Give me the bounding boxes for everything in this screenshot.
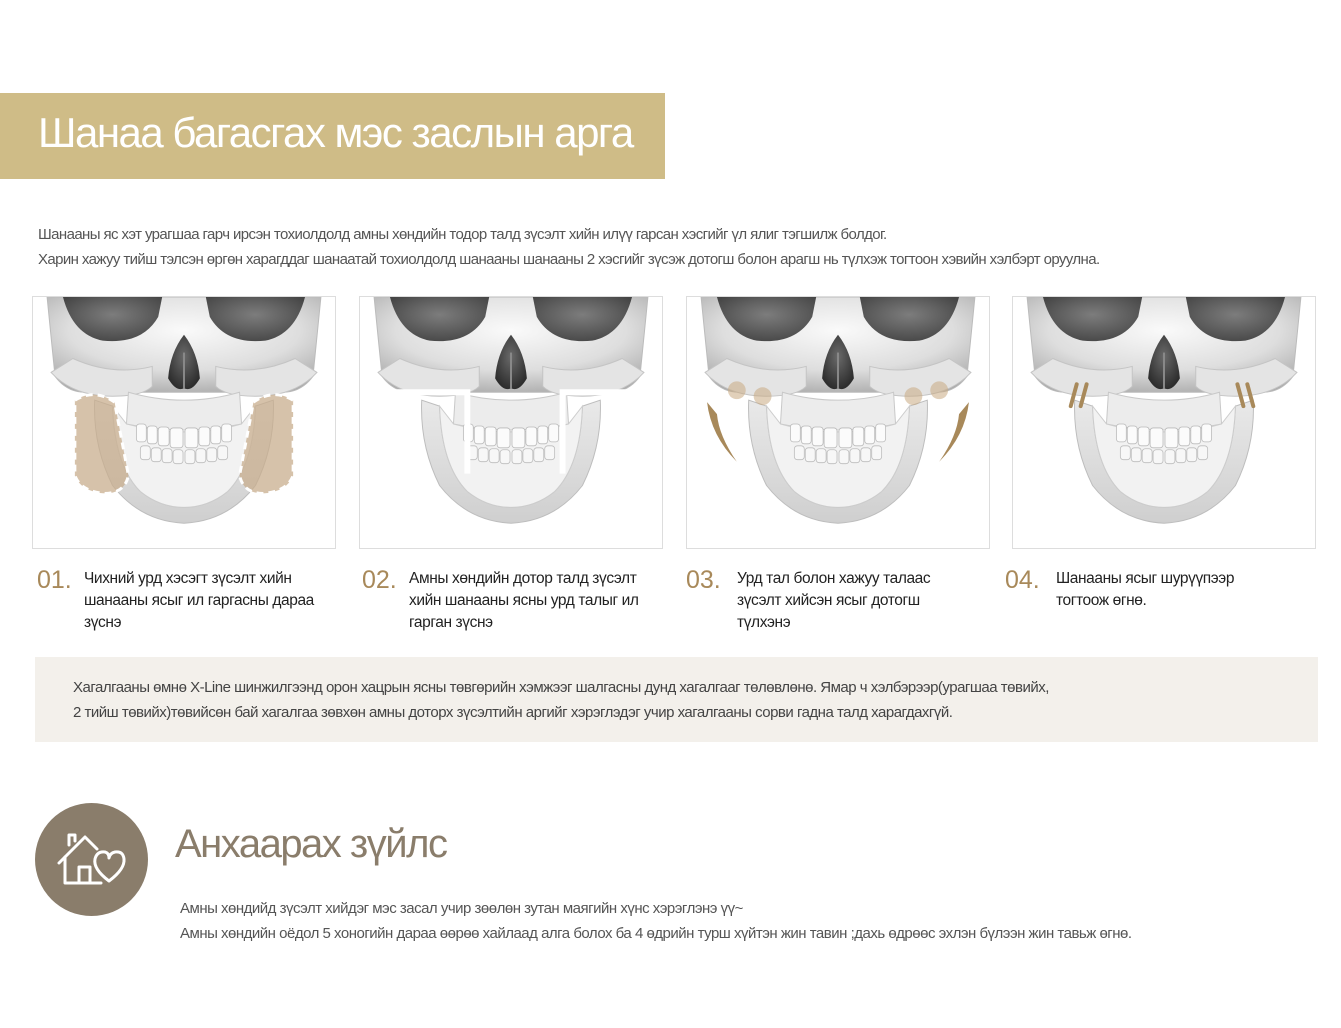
page-title: Шанаа багасгах мэс заслын арга bbox=[38, 109, 633, 156]
step-4-number: 04. bbox=[1005, 566, 1040, 594]
cut-zone-left bbox=[75, 395, 129, 494]
step-4-text: Шанааны ясыг шурүүпээр тогтоож өгнө. bbox=[1056, 570, 1235, 609]
caution-text bbox=[180, 896, 1132, 946]
step-3-text: Урд тал болон хажуу талаас зүсэлт хийсэн ясыг дотогш түлхэнэ bbox=[737, 570, 931, 631]
step-3-illustration bbox=[686, 296, 990, 549]
skull-push-arrows-illustration bbox=[687, 297, 989, 548]
step-1-number: 01. bbox=[37, 566, 72, 594]
step-1-illustration bbox=[32, 296, 336, 549]
caution-title: Анхаарах зүйлс bbox=[175, 822, 447, 866]
step-2-text: Амны хөндийн дотор талд зүсэлт хийн шанааны ясны урд талыг ил гарган зүснэ bbox=[409, 570, 639, 631]
arrow-left-icon bbox=[701, 402, 737, 462]
step-1-text: Чихний урд хэсэгт зүсэлт хийн шанааны ясыг ил гаргасны дараа зүснэ bbox=[84, 570, 314, 631]
title-banner bbox=[0, 93, 665, 179]
step-4-illustration bbox=[1012, 296, 1316, 549]
note-line-2: 2 тийш төвийх)төвийсөн бай хагалгаа зөвхөн амны доторх зүсэлтийн аргийг хэрэглэдэг учир хагалгааны сорви гадна талд харагдахгүй. bbox=[73, 704, 953, 721]
intro-line-1: Шанааны яс хэт урагшаа гарч ирсэн тохиолдолд амны хөндийн тодор талд зүсэлт хийн илүү гарсан хэсгийг үл ялиг тэгшилж болдог. bbox=[38, 226, 887, 243]
skull-screws-illustration bbox=[1013, 297, 1315, 548]
skull-cut-lines-illustration bbox=[360, 297, 662, 548]
house-heart-icon bbox=[35, 803, 148, 916]
note-box bbox=[35, 657, 1318, 742]
caution-line-1: Амны хөндийд зүсэлт хийдэг мэс засал учир зөөлөн зутан маягийн хүнс хэрэглэнэ үү~ bbox=[180, 900, 743, 917]
cut-zone-right bbox=[240, 395, 294, 494]
intro-line-2: Харин хажуу тийш тэлсэн өргөн харагддаг шанаатай тохиолдолд шанааны шанааны 2 хэсгийг зүсэж дотогш болон арагш нь түлхэж тогтоон хэвийн хэлбэрт оруулна. bbox=[38, 251, 1100, 268]
arrow-right-icon bbox=[939, 402, 975, 462]
step-2-number: 02. bbox=[362, 566, 397, 594]
skull-cut-zones-illustration bbox=[33, 297, 335, 548]
step-2-illustration bbox=[359, 296, 663, 549]
caution-line-2: Амны хөндийн оёдол 5 хоногийн дараа өөрөө хайлаад алга болох ба 4 өдрийн турш хүйтэн жин тавин ;дахь өдрөөс эхлэн бүлээн жин тавьж өгнө. bbox=[180, 925, 1132, 942]
step-3-number: 03. bbox=[686, 566, 721, 594]
intro-text bbox=[38, 222, 1318, 272]
note-line-1: Хагалгааны өмнө X-Line шинжилгээнд орон хацрын ясны төвгөрийн хэмжээг шалгасны дунд хагалгааг төлөвлөнө. Ямар ч хэлбэрээр(урагшаа төвийх, bbox=[73, 679, 1049, 696]
